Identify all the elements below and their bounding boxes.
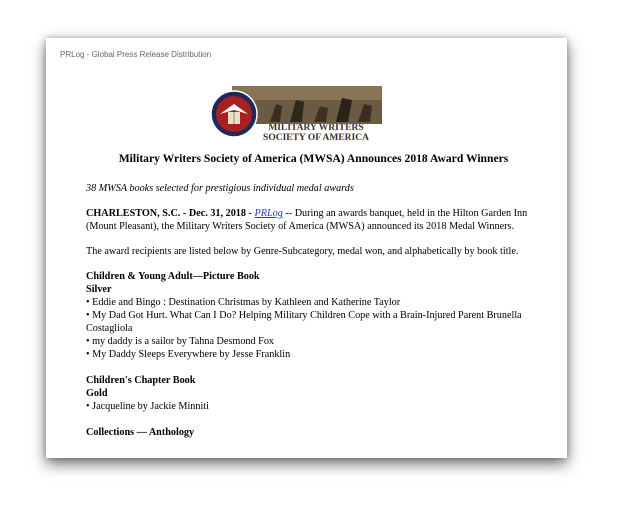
intro-paragraph: The award recipients are listed below by Genre-Subcategory, medal won, and alphabetically by book title. [86,246,519,257]
section-heading: Children's Chapter Book [86,375,196,386]
list-item: • my daddy is a sailor by Tahna Desmond Fox [86,336,275,347]
logo-text-line1: MILITARY WRITERS [268,123,364,133]
mwsa-logo [210,86,386,142]
list-item: • Jacqueline by Jackie Minniti [86,401,209,412]
logo-text-line2: SOCIETY OF AMERICA [263,133,369,142]
prlog-link[interactable]: PRLog [254,208,283,219]
article-body [86,152,541,439]
section-heading: Children & Young Adult—Picture Book [86,271,260,282]
list-item: • My Dad Got Hurt. What Can I Do? Helping Military Children Cope with a Brain-Injured Parent Brunella Costagliola [86,310,522,334]
article-title: Military Writers Society of America (MWSA) Announces 2018 Award Winners [118,152,509,165]
award-section [86,270,541,361]
site-header-label: PRLog - Global Press Release Distribution [60,50,212,59]
list-item: • My Daddy Sleeps Everywhere by Jesse Franklin [86,349,291,360]
medal-label: Gold [86,388,108,399]
lead-text: -- During an awards banquet, held in the Hilton Garden Inn (Mount Pleasant), the Military Writers Society of America (MWSA) announced its 2018 Medal Winners. [86,208,528,232]
lead-paragraph [86,207,541,233]
dateline: CHARLESTON, S.C. - Dec. 31, 2018 [86,208,246,219]
press-release-page [46,38,567,458]
article-subtitle: 38 MWSA books selected for prestigious individual medal awards [86,183,354,194]
dateline-separator: - [246,208,255,219]
medal-label: Silver [86,284,112,295]
list-item: • Eddie and Bingo : Destination Christmas by Kathleen and Katherine Taylor [86,297,401,308]
section-heading-partial: Collections — Anthology [86,427,195,438]
logo-banner-sky [232,86,382,100]
award-section [86,374,541,413]
